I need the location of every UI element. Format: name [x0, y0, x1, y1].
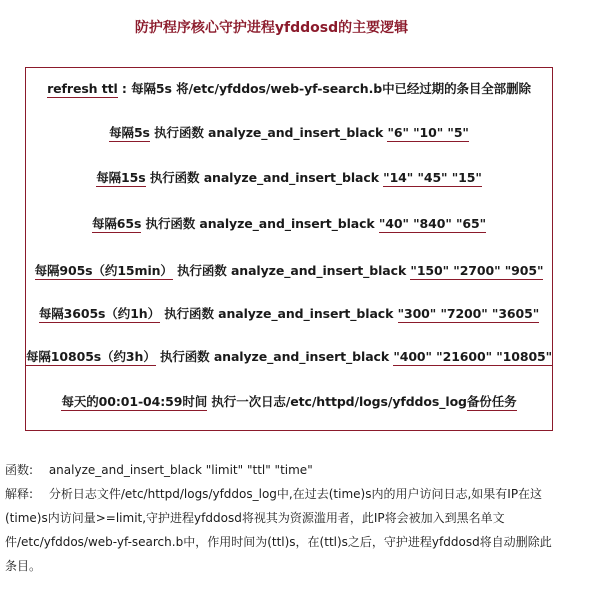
rule-refresh-ttl [26, 79, 552, 97]
page-title: 防护程序核心守护进程yfddosd的主要逻辑 [134, 20, 409, 36]
rule-daily-backup [26, 392, 552, 410]
function-signature: analyze_and_insert_black "limit" "ttl" "time" [48, 463, 313, 477]
rule-text: 执行函数 analyze_and_insert_black [145, 170, 384, 185]
function-label: 函数: [5, 463, 34, 477]
rule-lead: 每隔15s [96, 170, 146, 185]
rule-args: "300" "7200" "3605" [397, 306, 540, 321]
function-row [5, 458, 585, 482]
rule-lead: 每隔3605s（约1h） [38, 306, 160, 321]
rule-args: "6" "10" "5" [387, 125, 469, 140]
rule-lead: 每天的00:01-04:59时间 [61, 394, 208, 409]
rule-65s [26, 214, 552, 232]
rule-tail: 备份任务 [466, 394, 517, 409]
rule-text: 执行函数 analyze_and_insert_black [155, 349, 394, 364]
rule-text: 执行函数 analyze_and_insert_black [141, 216, 379, 231]
rule-3605s [26, 304, 552, 322]
rule-text: 执行函数 analyze_and_insert_black [160, 306, 398, 321]
explanation-line: 分析日志文件/etc/httpd/logs/yfddos_log中,在过去(time)s内的用户访问日志,如果有IP在这 [48, 487, 543, 501]
logic-box [25, 67, 553, 431]
explanation-line: (time)s内访问量>=limit,守护进程yfddosd将视其为资源滥用者，此IP将会被加入到黑名单文 [5, 511, 505, 525]
rule-args: "150" "2700" "905" [410, 263, 544, 278]
explanation-label: 解释: [5, 487, 34, 501]
rule-lead: 每隔905s（约15min） [34, 263, 173, 278]
rule-lead: 每隔65s [91, 216, 142, 231]
rule-text: : 每隔5s 将/etc/yfddos/web-yf-search.b中已经过期的条目全部删除 [117, 81, 531, 96]
rule-15s [26, 168, 552, 186]
rule-text: 执行一次日志/etc/httpd/logs/yfddos_log [207, 394, 467, 409]
explanation-row [5, 482, 585, 506]
rule-lead: refresh ttl [47, 81, 118, 96]
rule-lead: 每隔5s [109, 125, 150, 140]
rule-args: "400" "21600" "10805" [393, 349, 553, 364]
rule-lead: 每隔10805s（约3h） [26, 349, 156, 364]
rule-905s [26, 261, 552, 279]
rule-text: 执行函数 analyze_and_insert_black [149, 125, 388, 140]
explanation-line: 条目。 [5, 559, 42, 573]
rule-text: 执行函数 analyze_and_insert_black [172, 263, 411, 278]
explanation-line: 件/etc/yfddos/web-yf-search.b中，作用时间为(ttl)s，在(ttl)s之后，守护进程yfddosd将自动删除此 [5, 535, 552, 549]
rule-args: "14" "45" "15" [383, 170, 482, 185]
notes-section [5, 458, 585, 578]
rule-args: "40" "840" "65" [378, 216, 487, 231]
rule-5s [26, 123, 552, 141]
rule-10805s [26, 347, 552, 365]
